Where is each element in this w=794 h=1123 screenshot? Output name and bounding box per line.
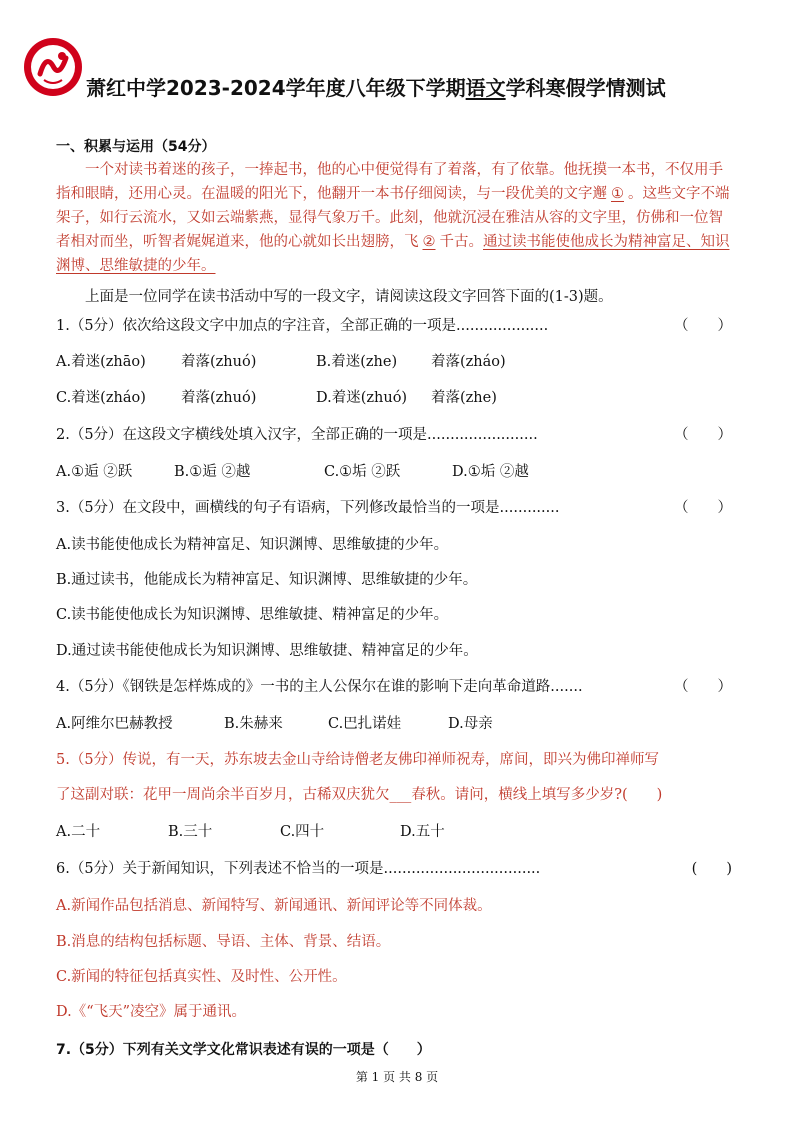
question-6-option-c: C.新闻的特征包括真实性、及时性、公开性。 [56, 969, 347, 985]
passage-intro: 上面是一位同学在读书活动中写的一段文字，请阅读这段文字回答下面的(1-3)题。 [85, 289, 613, 305]
question-3: 3.（5分）在文段中，画横线的句子有语病，下列修改最恰当的一项是............. （ ） [56, 500, 732, 516]
blank-1: ① [611, 186, 624, 202]
reading-passage: 一个对读书着迷的孩子，一捧起书，他的心中便觉得有了着落，有了依靠。他抚摸一本书，不仅用手指和眼睛，还用心灵。在温暖的阳光下，他翻开一本书仔细阅读，与一段优美的文字邂 ① 。这些文字不端架子，如行云流水，又如云端紫燕，显得气象万千。此刻，他就沉浸在雅洁从容的文字里，仿佛和一位智者相对而坐，听智者娓娓道来，他的心就如长出翅膀，飞 ② 千古。通过读书能使他成长为精神富足、知识渊博、思维敏捷的少年。 [56, 162, 730, 274]
subject-name: 语文 [465, 76, 506, 100]
question-1: 1.（5分）依次给这段文字中加点的字注音，全部正确的一项是.................... （ ） [56, 318, 732, 334]
underlined-sentence: 通过读书能使他成长为精神富足、知识渊博、思维敏捷的少年。 [56, 234, 730, 274]
question-6-option-d: D.《“飞天”凌空》属于通讯。 [56, 1004, 247, 1020]
question-2-options: A.①逅 ②跃 B.①逅 ②越 C.①垢 ②跃 D.①垢 ②越 [56, 464, 529, 480]
page-footer: 第 1 页 共 8 页 [355, 1070, 439, 1084]
question-5-line-2: 了这副对联：花甲一周尚余半百岁月，古稀双庆犹欠___春秋。请问，横线上填写多少岁?( ) [56, 787, 663, 803]
question-4-options: A.阿维尔巴赫教授 B.朱赫来 C.巴扎诺娃 D.母亲 [56, 716, 493, 732]
question-6: 6.（5分）关于新闻知识，下列表述不恰当的一项是.................................. ( ) [56, 861, 732, 877]
question-4: 4.（5分）《钢铁是怎样炼成的》一书的主人公保尔在谁的影响下走向革命道路....... （ ） [56, 679, 732, 695]
question-6-option-a: A.新闻作品包括消息、新闻特写、新闻通讯、新闻评论等不同体裁。 [56, 898, 492, 914]
question-3-option-d: D.通过读书能使他成长为知识渊博、思维敏捷、精神富足的少年。 [56, 643, 478, 659]
question-6-option-b: B.消息的结构包括标题、导语、主体、背景、结语。 [56, 934, 391, 950]
question-1-options-cd: C.着迷(zháo) 着落(zhuó) D.着迷(zhuó) 着落(zhe) [56, 390, 497, 406]
blank-2: ② [422, 234, 436, 250]
question-3-option-b: B.通过读书，他能成长为精神富足、知识渊博、思维敏捷的少年。 [56, 572, 478, 588]
question-1-options-ab: A.着迷(zhāo) 着落(zhuó) B.着迷(zhe) 着落(zháo) [56, 354, 506, 370]
section-heading: 一、积累与运用（54分） [56, 139, 216, 155]
question-7: 7.（5分）下列有关文学文化常识表述有误的一项是（ ） [56, 1042, 431, 1058]
exam-title: 萧红中学2023-2024学年度八年级下学期语文学科寒假学情测试 [86, 76, 666, 100]
school-logo-icon [22, 36, 84, 98]
question-3-option-c: C.读书能使他成长为知识渊博、思维敏捷、精神富足的少年。 [56, 607, 449, 623]
question-5-options: A.二十 B.三十 C.四十 D.五十 [56, 824, 445, 840]
question-3-option-a: A.读书能使他成长为精神富足、知识渊博、思维敏捷的少年。 [56, 537, 449, 553]
question-2: 2.（5分）在这段文字横线处填入汉字，全部正确的一项是........................ （ ） [56, 427, 732, 443]
question-5-line-1: 5.（5分）传说，有一天，苏东坡去金山寺给诗僧老友佛印禅师祝寿，席间，即兴为佛印禅师写 [56, 752, 660, 768]
